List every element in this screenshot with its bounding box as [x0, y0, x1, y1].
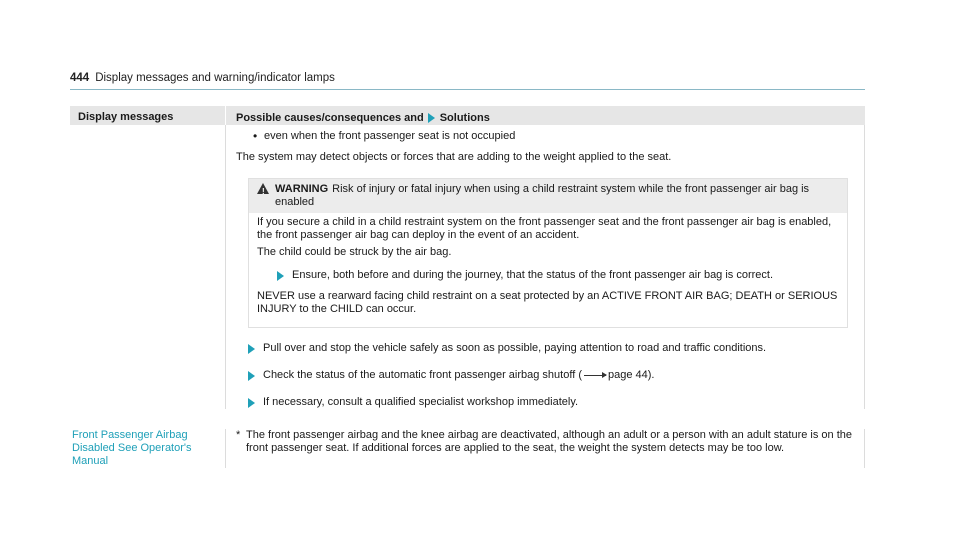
- display-message: Front Passenger Airbag Disabled See Operator's Manual: [72, 429, 192, 467]
- solution-step: Pull over and stop the vehicle safely as soon as possible, paying attention to road and traffic conditions.: [236, 342, 864, 355]
- warning-text: Risk of injury or fatal injury when using a child restraint system while the front passenger air bag is enabled: [275, 183, 810, 208]
- table-header: [70, 106, 865, 125]
- step-arrow-icon: [277, 271, 284, 281]
- footnote-star: *: [236, 429, 241, 441]
- step-arrow-icon: [248, 344, 255, 354]
- header-rule: [70, 89, 865, 90]
- warning-triangle-icon: !: [257, 183, 269, 194]
- solutions-cell: [226, 125, 865, 409]
- messages-table: [70, 106, 865, 468]
- warning-box: [248, 178, 848, 328]
- page-title: Display messages and warning/indicator lamps: [95, 72, 335, 84]
- causes-cell: [226, 429, 865, 468]
- step-arrow-icon: [248, 371, 255, 381]
- col-display-messages: Display messages: [78, 111, 174, 123]
- solution-step: Check the status of the automatic front passenger airbag shutoff ( page 44).: [236, 369, 864, 382]
- table-row: [70, 429, 865, 468]
- page-number: 444: [70, 72, 90, 84]
- paragraph: The system may detect objects or forces that are adding to the weight applied to the seat.: [236, 151, 672, 163]
- step-arrow-icon: [248, 398, 255, 408]
- page-reference-link[interactable]: page 44).: [607, 369, 655, 381]
- col-causes-solutions: Possible causes/consequences and Solutions: [236, 112, 490, 124]
- message-cell: [70, 125, 225, 409]
- list-item: • even when the front passenger seat is not occupied: [236, 130, 864, 143]
- solution-step: If necessary, consult a qualified specialist workshop immediately.: [236, 396, 864, 409]
- cause-text: The front passenger airbag and the knee airbag are deactivated, although an adult or a person with an adult stature is on the front passenger seat. If additional forces are applied to the seat, the weight the system detects may be too low.: [246, 429, 853, 454]
- warning-body: [249, 213, 847, 327]
- solution-arrow-icon: [428, 113, 435, 123]
- warning-paragraph: If you secure a child in a child restraint system on the front passenger seat and the front passenger air bag is enabled, the front passenger air bag can deploy in the event of an accident.: [257, 216, 832, 241]
- page-header: [70, 72, 335, 84]
- warning-paragraph: The child could be struck by the air bag.: [257, 246, 452, 258]
- page-reference-arrow-icon[interactable]: [584, 375, 606, 376]
- warning-step: Ensure, both before and during the journey, that the status of the front passenger air bag is correct.: [257, 269, 839, 282]
- warning-paragraph: NEVER use a rearward facing child restraint on a seat protected by an ACTIVE FRONT AIR BAG; DEATH or SERIOUS INJURY to the CHILD can occur.: [257, 290, 838, 315]
- warning-header: [249, 179, 847, 213]
- table-row: [70, 125, 865, 409]
- warning-label: WARNING: [275, 183, 329, 195]
